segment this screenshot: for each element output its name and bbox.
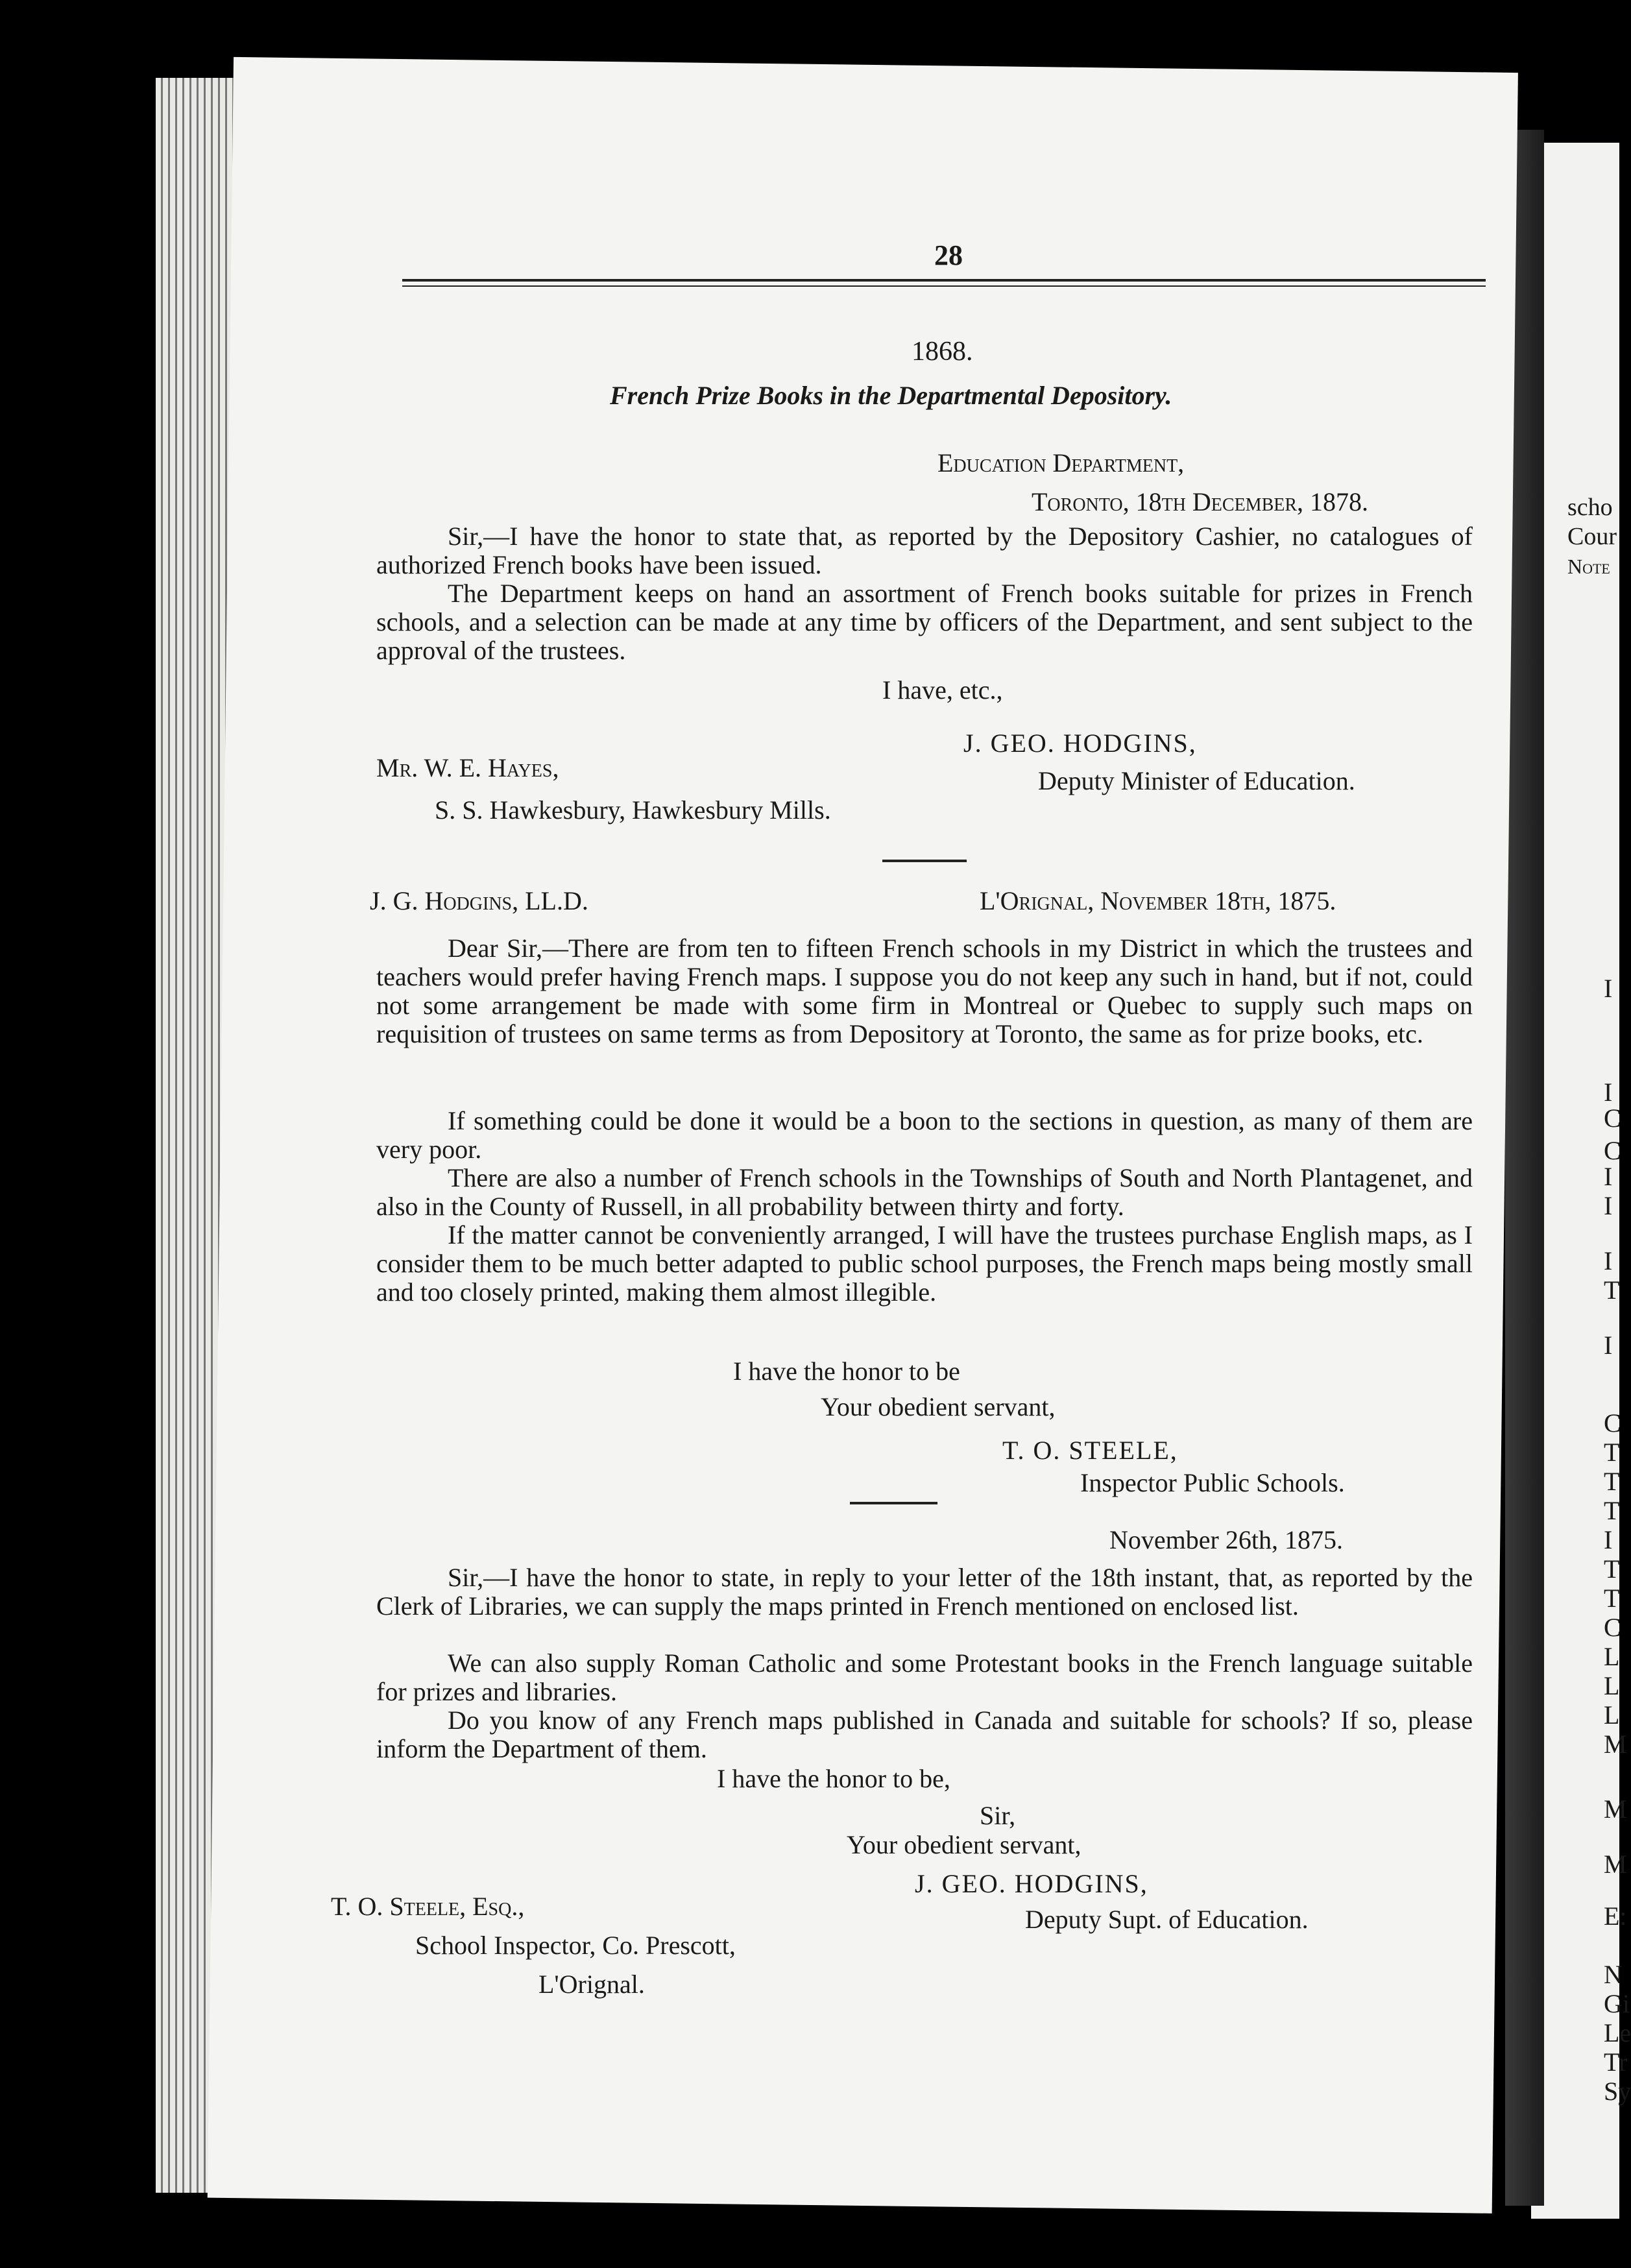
letter3-para3: Do you know of any French maps published in Canada and suitable for schools? If so, please inform the Department of them. (376, 1706, 1473, 1763)
letter2-signature: T. O. STEELE, (1002, 1436, 1178, 1465)
letter3-para1: Sir,—I have the honor to state, in reply to your letter of the 18th instant, that, as reported by the Clerk of Libraries, we can supply the maps printed in French mentioned on enclosed list. (376, 1563, 1473, 1621)
right-fragment: L (1604, 1700, 1620, 1730)
letter2-para4: If the matter cannot be conveniently arranged, I will have the trustees purchase English maps, as I consider them to be much better adapted to public school purposes, the French maps being mostly small and too closely printed, making them almost illegible. (376, 1220, 1473, 1307)
right-fragment: C (1604, 1104, 1621, 1133)
right-fragment: Cour (1567, 523, 1617, 550)
year-heading: 1868. (912, 337, 973, 367)
letter3-closing3: Your obedient servant, (847, 1830, 1081, 1859)
letter2-signatory-title: Inspector Public Schools. (1080, 1468, 1345, 1497)
right-fragment: scho (1567, 494, 1613, 521)
letter1-para1: Sir,—I have the honor to state that, as reported by the Depository Cashier, no catalogues of authorized French books have been issued. (376, 522, 1473, 579)
right-fragment: L (1604, 1642, 1620, 1671)
letter2-para3: There are also a number of French schools in the Townships of South and North Plantagenet, and also in the County of Russell, in all probability between thirty and forty. (376, 1163, 1473, 1221)
right-fragment: I (1604, 1191, 1613, 1220)
letter3-signatory-title: Deputy Supt. of Education. (1025, 1905, 1309, 1934)
separator-1 (882, 860, 967, 862)
letter3-para2: We can also supply Roman Catholic and some Protestant books in the French language suitable for prizes and libraries. (376, 1648, 1473, 1706)
right-fragment: I (1604, 1162, 1613, 1191)
right-fragment: T (1604, 1275, 1620, 1305)
right-fragment: E: (1604, 1901, 1627, 1931)
right-fragment: I (1604, 1525, 1613, 1554)
right-fragment: T (1604, 1496, 1620, 1525)
right-fragment: I (1604, 1331, 1613, 1360)
right-fragment: T (1604, 1554, 1620, 1584)
header-rule-thin (402, 285, 1486, 287)
section-title: French Prize Books in the Departmental Depository. (610, 381, 1172, 410)
right-fragment: T (1604, 1438, 1620, 1467)
letter3-closing1: I have the honor to be, (717, 1764, 950, 1793)
right-fragment: T (1604, 1467, 1620, 1496)
right-fragment: I (1604, 1078, 1613, 1107)
letter2-closing2: Your obedient servant, (821, 1392, 1056, 1421)
page-number: 28 (934, 239, 963, 271)
right-fragment: I (1604, 1246, 1613, 1275)
letter2-para1: Dear Sir,—There are from ten to fifteen French schools in my District in which the trustees and teachers would prefer having French maps. I suppose you do not keep any such in hand, but if not, could not some arrangement be made with some firm in Montreal or Quebec to supply such maps on requisition of trustees on same terms as from Depository at Toronto, the same as for prize books, etc. (376, 934, 1473, 1048)
right-fragment: I (1604, 974, 1613, 1003)
right-fragment: M (1604, 1850, 1627, 1879)
right-page (1531, 143, 1631, 2219)
right-fragment: M (1604, 1730, 1627, 1759)
right-fragment: C (1604, 1408, 1621, 1438)
letter1-closing: I have, etc., (882, 675, 1003, 705)
letter3-addressee: T. O. Steele, Esq., (331, 1892, 525, 1921)
right-fragment: Le (1604, 2018, 1631, 2047)
right-fragment: Gi (1604, 1989, 1630, 2018)
letter1-para2: The Department keeps on hand an assortment of French books suitable for prizes in French schools, and a selection can be made at any time by officers of the Department, and sent subject to the approval of the trustees. (376, 579, 1473, 665)
letter2-addressee: J. G. Hodgins, LL.D. (370, 886, 588, 915)
right-fragment: T (1604, 1584, 1620, 1613)
letter3-date: November 26th, 1875. (1109, 1525, 1343, 1554)
right-fragment: C (1604, 1613, 1621, 1642)
separator-2 (850, 1502, 937, 1504)
letter3-closing2: Sir, (980, 1801, 1016, 1830)
letter1-place-date: Toronto, 18th December, 1878. (1032, 487, 1369, 516)
letter3-addressee-line2: School Inspector, Co. Prescott, (415, 1931, 736, 1960)
right-fragment: M (1604, 1794, 1627, 1824)
right-fragment: Sy (1604, 2077, 1631, 2106)
letter1-addressee: Mr. W. E. Hayes, (376, 753, 559, 782)
letter3-addressee-line3: L'Orignal. (538, 1970, 645, 1999)
letter1-signatory-title: Deputy Minister of Education. (1038, 766, 1355, 795)
letter2-para2: If something could be done it would be a boon to the sections in question, as many of them are very poor. (376, 1106, 1473, 1164)
right-fragment: L (1604, 1671, 1620, 1700)
letter2-closing1: I have the honor to be (733, 1357, 960, 1386)
letter1-from-org: Education Department, (937, 448, 1185, 477)
header-rule (402, 279, 1486, 282)
right-fragment: Note (1567, 555, 1610, 578)
right-fragment: C (1604, 1136, 1621, 1165)
right-fragment: N (1604, 1960, 1623, 1989)
letter1-addressee-place: S. S. Hawkesbury, Hawkesbury Mills. (435, 795, 831, 825)
letter1-signature: J. GEO. HODGINS, (963, 729, 1197, 758)
letter2-place-date: L'Orignal, November 18th, 1875. (980, 886, 1336, 915)
letter3-signature: J. GEO. HODGINS, (915, 1869, 1148, 1898)
right-fragment: Tr (1604, 2047, 1628, 2077)
